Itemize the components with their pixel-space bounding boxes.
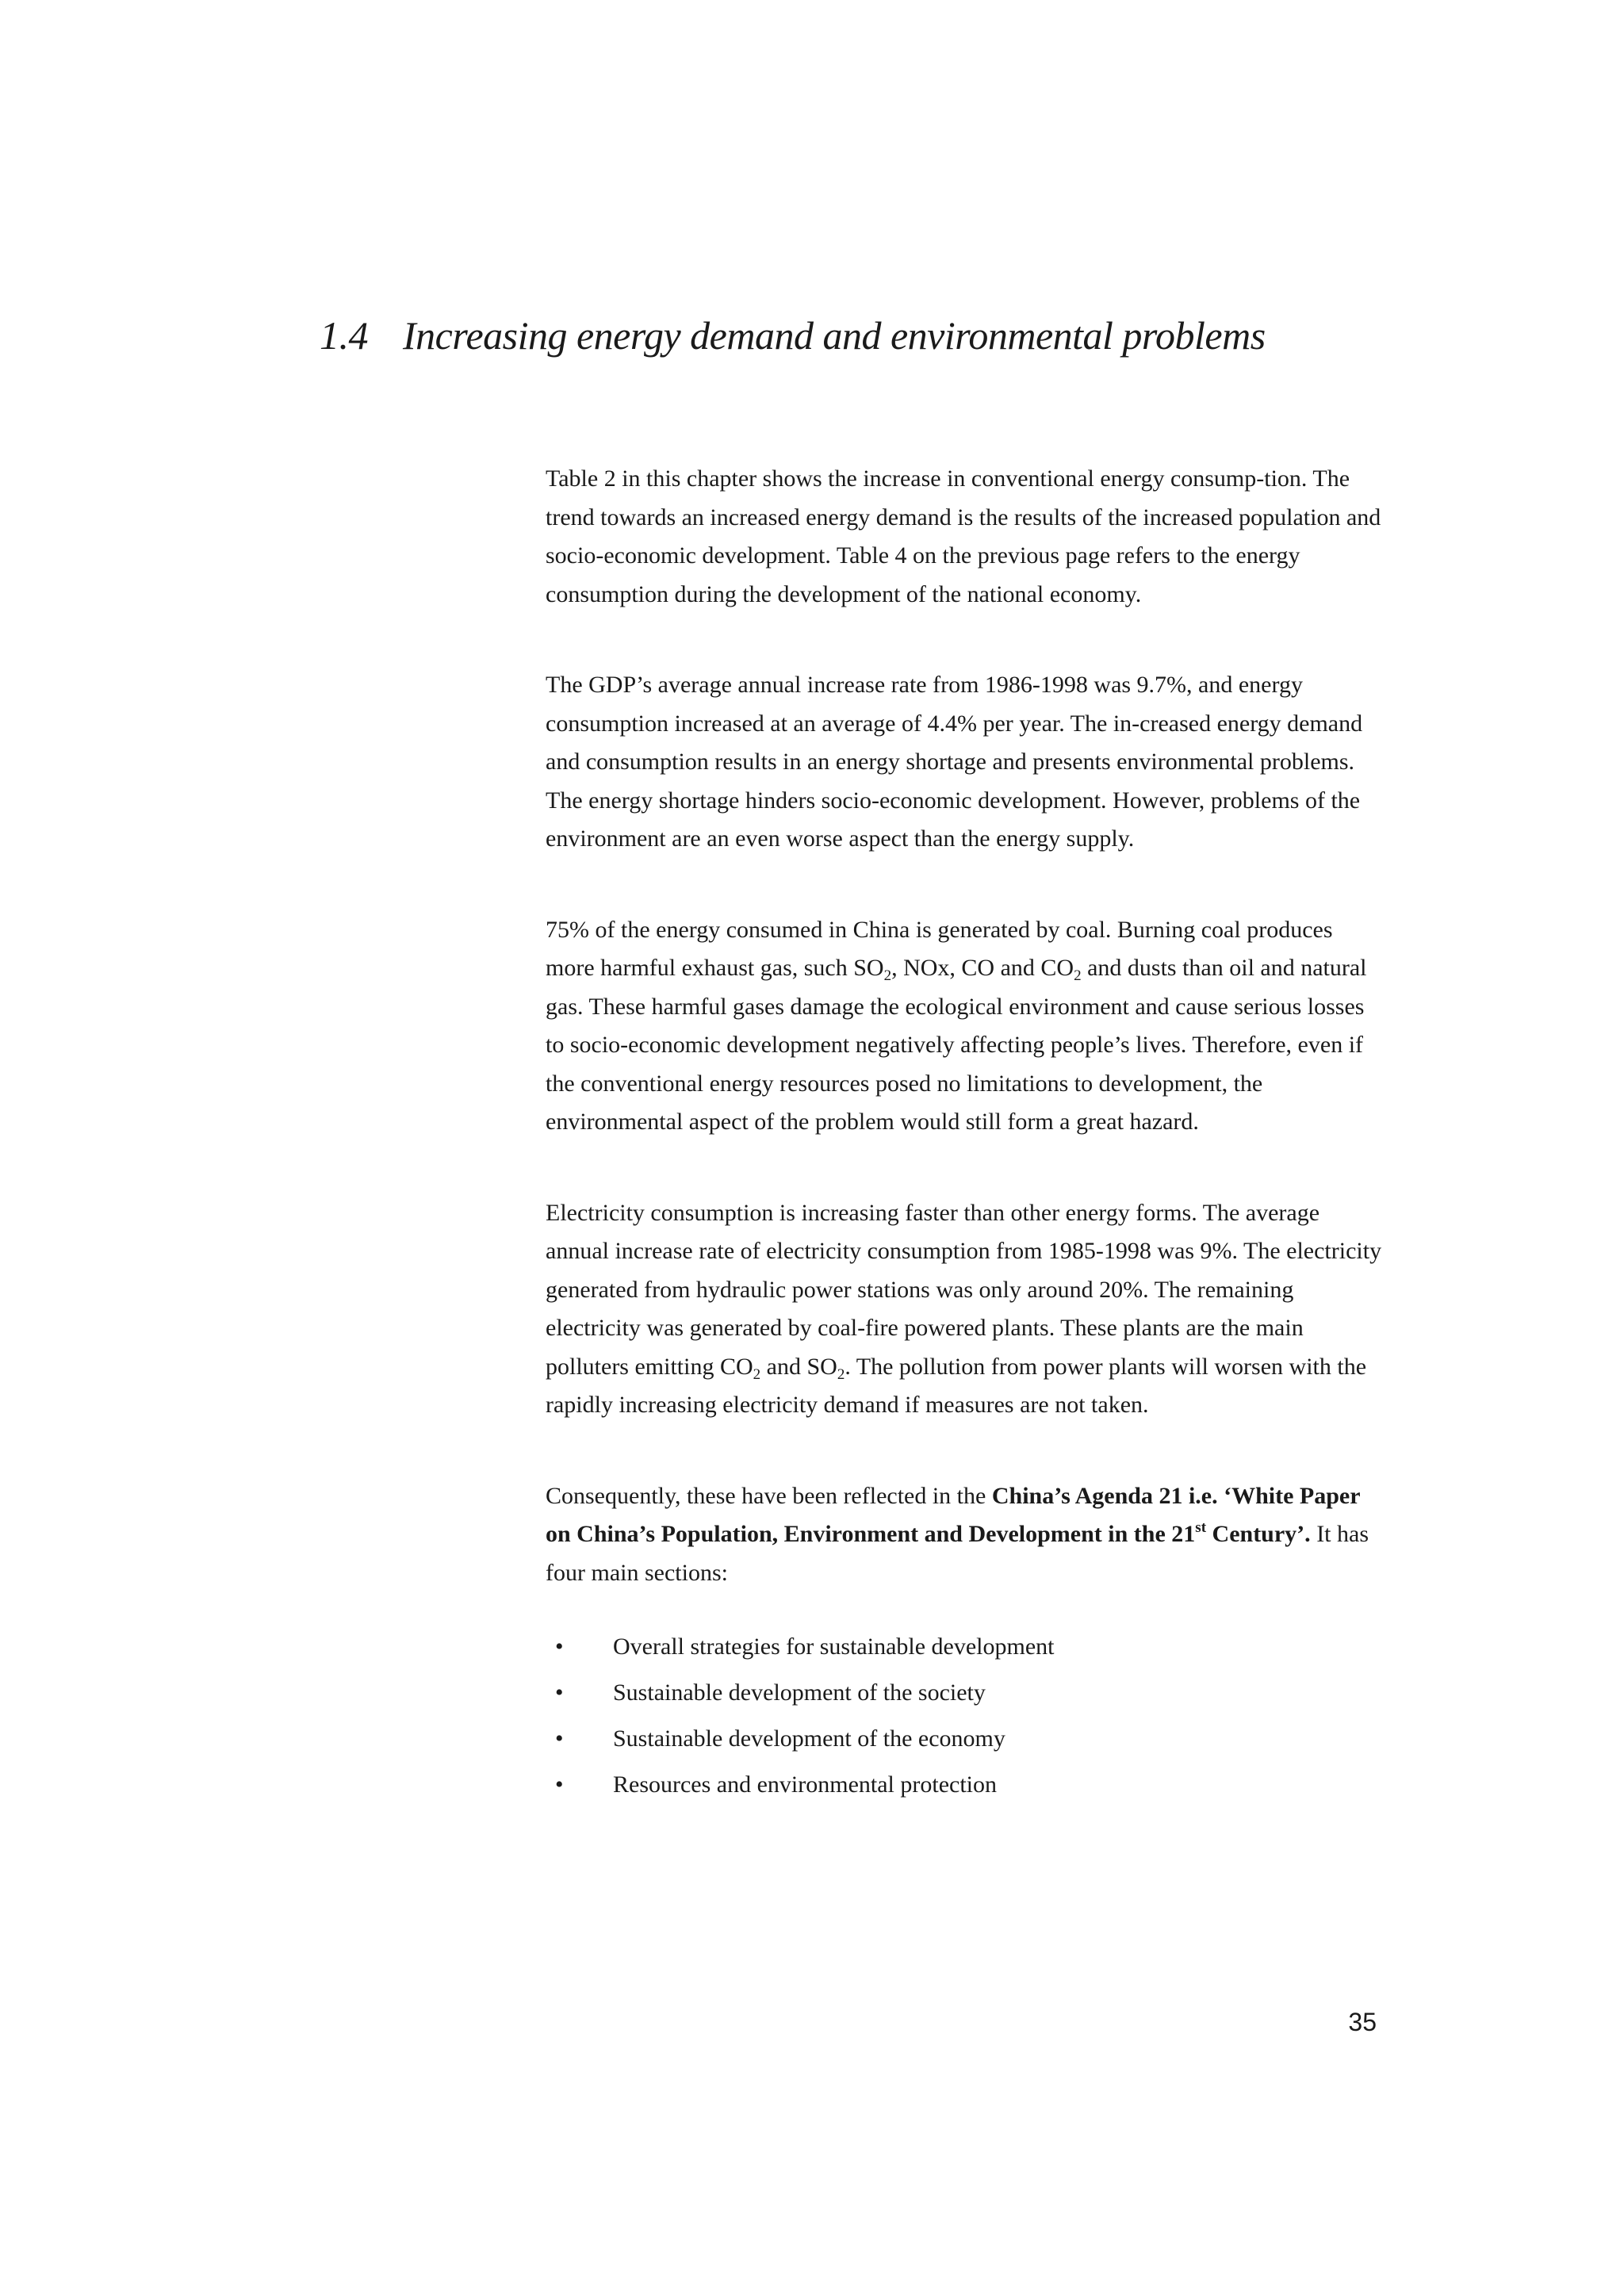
subscript: 2 (1074, 967, 1082, 984)
paragraph-electricity (546, 1194, 1386, 1425)
bold-text-run: Century’. (1206, 1521, 1311, 1547)
text-run: Electricity consumption is increasing faster than other energy forms. The average annual increase rate of electricity consumption from 1985-1998 was 9%. The electricity generated from hydraulic power stations was only around 20%. The remaining electricity was generated by coal-fire powered plants. These plants are the main polluters emitting CO (546, 1199, 1382, 1380)
paragraph-agenda-21 (546, 1477, 1386, 1593)
bullet-icon: • (555, 1725, 564, 1752)
paragraph-gdp-increase: The GDP’s average annual increase rate from 1986-1998 was 9.7%, and energy consumption increased at an average of 4.4% per year. The in-creased energy demand and consumption results in an energy shortage and presents environmental problems. The energy shortage hinders socio-economic development. However, problems of the environment are an even worse aspect than the energy supply. (546, 672, 1363, 852)
text-run: , NOx, CO and CO (891, 955, 1074, 981)
text-run: . The pollution from power plants will worsen with the rapidly increasing electricity demand if measures are not taken. (546, 1353, 1367, 1418)
list-item (546, 1624, 1386, 1670)
superscript: st (1195, 1519, 1207, 1536)
list-item-text: Overall strategies for sustainable development (613, 1633, 1055, 1660)
paragraph-coal-emissions (546, 911, 1386, 1142)
list-item (546, 1762, 1386, 1808)
text-run: It has four main sections: (546, 1521, 1369, 1586)
page-number: 35 (1348, 2008, 1377, 2036)
section-number: 1.4 (320, 313, 368, 358)
subscript: 2 (883, 967, 892, 984)
text-run: 75% of the energy consumed in China is generated by coal. Burning coal produces more harmful exhaust gas, such SO (546, 916, 1333, 981)
list-item (546, 1670, 1386, 1716)
section-title: Increasing energy demand and environmental problems (403, 313, 1266, 358)
list-item (546, 1716, 1386, 1762)
body-text (546, 460, 1386, 1808)
text-run: Consequently, these have been reflected in the (546, 1482, 992, 1509)
paragraph-energy-trend: Table 2 in this chapter shows the increase in conventional energy consump-tion. The trend towards an increased energy demand is the results of the increased population and socio-economic development. Table 4 on the previous page refers to the energy consumption during the development of the national economy. (546, 465, 1381, 607)
bullet-icon: • (555, 1679, 564, 1706)
list-item-text: Sustainable development of the economy (613, 1725, 1005, 1752)
bold-text-run: China’s Agenda 21 i.e. ‘White Paper on China’s Population, Environment and Development in the 21 (546, 1482, 1361, 1547)
subscript: 2 (753, 1365, 761, 1383)
list-item-text: Resources and environmental protection (613, 1771, 998, 1798)
section-heading (320, 308, 1509, 363)
text-run: and dusts than oil and natural gas. These harmful gases damage the ecological environment and cause serious losses to socio-economic development negatively affecting people’s lives. Therefore, even if the conventional energy resources posed no limitations to development, the environmental aspect of the problem would still form a great hazard. (546, 955, 1367, 1135)
text-run: and SO (760, 1353, 837, 1380)
list-item-text: Sustainable development of the society (613, 1679, 986, 1706)
bullet-icon: • (555, 1633, 564, 1660)
bullet-icon: • (555, 1771, 564, 1798)
sections-list (546, 1624, 1386, 1808)
subscript: 2 (837, 1365, 845, 1383)
